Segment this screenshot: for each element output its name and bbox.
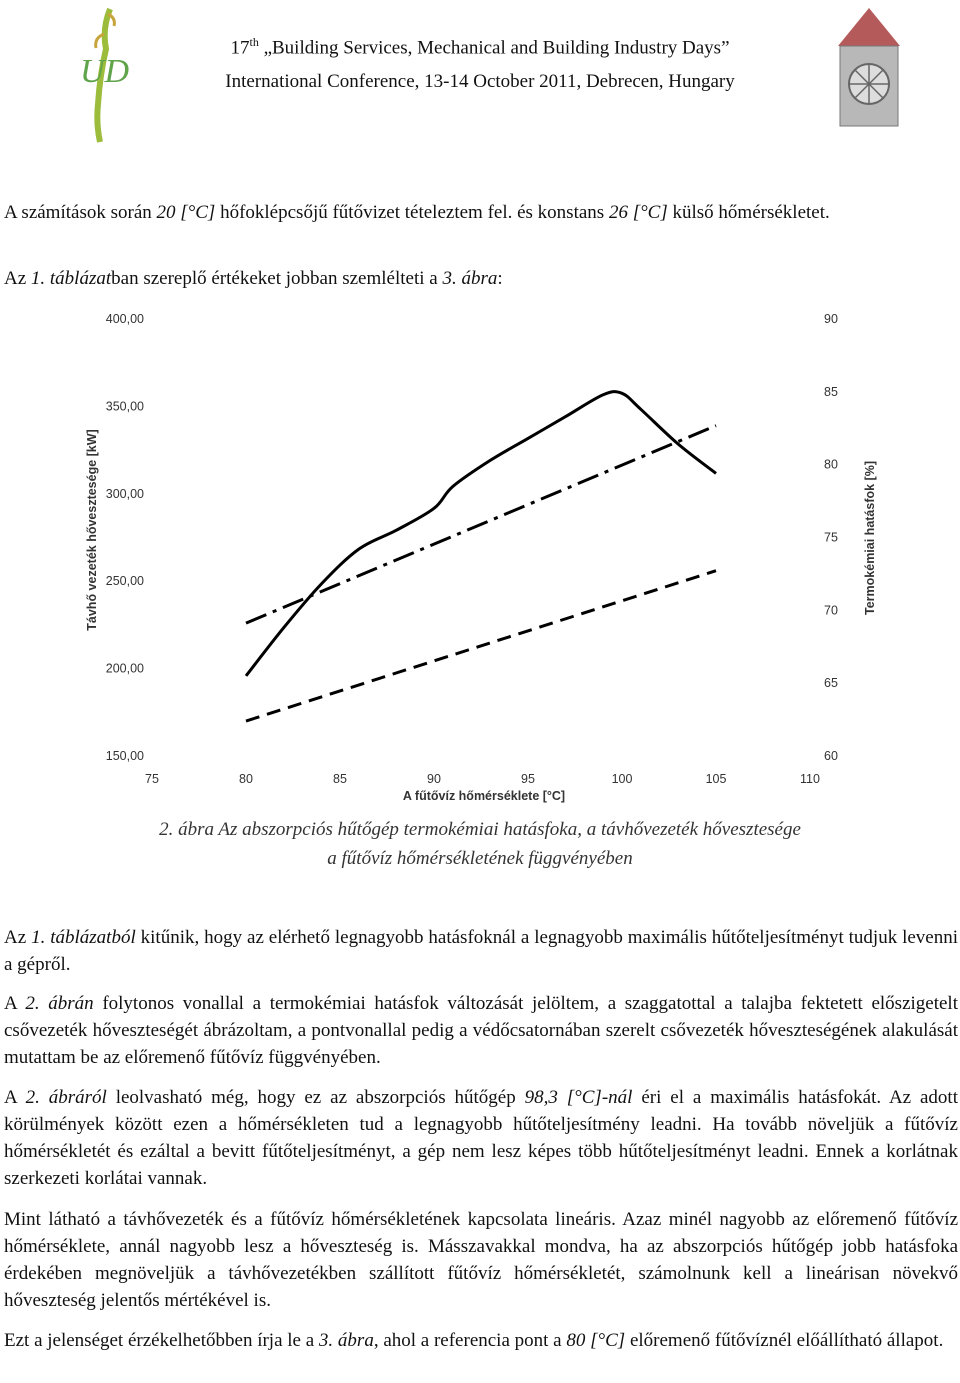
y2-tick-label: 60 [824, 749, 838, 763]
y-tick-label: 400,00 [105, 312, 144, 326]
y2-tick-label: 85 [824, 384, 838, 399]
y2-tick-label: 75 [824, 530, 838, 545]
y-tick-label: 250,00 [105, 574, 144, 589]
y-tick-label: 350,00 [105, 399, 144, 414]
paragraph-5: A 2. ábráról leolvasható még, hogy ez az abszorpciós hűtőgép 98,3 [°C]-nál éri el a maximális hatásfokát. Az adott körülmények között ezen a hőmérsékleten tud a legnagyobb hűtőteljesítmény leadni. Ha tovább növeljük a fűtővíz hőmérsékletét és ezáltal a bevitt fűtőteljesítményt, a gép nem lesz képes több hűtőteljesítményt leadni. Ennek a korlátnak szerkezeti korlátai vannak. [4, 1087, 958, 1189]
y-axis-label: Távhő vezeték hővesztesége [kW] [85, 429, 99, 631]
chart [76, 300, 877, 812]
y2-tick-label: 70 [824, 603, 838, 618]
y2-tick-label: 65 [824, 676, 838, 691]
y2-axis-label: Termokémiai hatásfok [%] [863, 461, 877, 615]
chart-series [246, 392, 716, 721]
x-tick-label: 90 [427, 772, 441, 786]
paragraph-7: Ezt a jelenséget érzékelhetőbben írja le a 3. ábra, ahol a referencia pont a 80 [°C] előremenő fűtővíznél előállítható állapot. [4, 1330, 944, 1351]
x-tick-label: 110 [800, 772, 820, 786]
y-tick-label: 300,00 [105, 486, 144, 501]
x-tick-label: 75 [145, 772, 159, 786]
header-subtitle: International Conference, 13-14 October 2011, Debrecen, Hungary [225, 71, 735, 92]
x-tick-label: 85 [333, 772, 347, 786]
y-tick-label: 200,00 [105, 661, 144, 676]
logo-left-text: UD [80, 53, 130, 90]
x-tick-label: 80 [239, 772, 253, 786]
paragraph-2: Az 1. táblázatban szereplő értékeket jobban szemlélteti a 3. ábra: [4, 268, 503, 289]
figure-caption-line-2: a fűtővíz hőmérsékletének függvényében [327, 848, 633, 869]
x-tick-label: 95 [521, 772, 535, 786]
logo-right [828, 6, 910, 128]
paragraph-3: Az 1. táblázatból kitűnik, hogy az elérhető legnagyobb hatásfoknál a legnagyobb maximális hűtőteljesítményt tudjuk levenni a gépről. [4, 927, 959, 975]
x-tick-label: 105 [705, 772, 727, 786]
figure-caption-line-1: 2. ábra Az abszorpciós hűtőgép termokémiai hatásfoka, a távhővezeték hővesztesége [159, 819, 801, 840]
paragraph-6: Mint látható a távhővezeték és a fűtővíz hőmérsékletének kapcsolata lineáris. Azaz minél nagyobb az előremenő fűtővíz hőmérséklete, annál nagyobb lesz a hőveszteség is. Másszavakkal mondva, ha az abszorpciós hűtőgép jobb hatásfoka érdekében megnöveljük a távhővezetékben szállított fűtővíz hőmérsékletét, számolnunk kell a lineárisan növekvő hőveszteség jelentős mértékével is. [4, 1209, 958, 1311]
header-title: 17th „Building Services, Mechanical and Building Industry Days” [230, 35, 730, 59]
paragraph-1: A számítások során 20 [°C] hőfoklépcsőjű fűtővizet tételeztem fel. és konstans 26 [°C] külső hőmérsékletet. [4, 202, 830, 223]
y2-tick-label: 80 [824, 457, 838, 472]
series-line-solid [246, 392, 716, 676]
x-axis-label: A fűtővíz hőmérséklete [°C] [402, 789, 566, 803]
chart-axes [106, 312, 838, 786]
y2-tick-label: 90 [824, 312, 838, 326]
y-tick-label: 150,00 [105, 749, 144, 763]
x-tick-label: 100 [611, 772, 633, 786]
paragraph-4: A 2. ábrán folytonos vonallal a termokémiai hatásfok változását jelöltem, a szaggatottal a talajba fektetett előszigetelt csővezeték hőveszteségét ábrázoltam, a pontvonallal pedig a védőcsatornában szerelt csővezeték hőveszteségének alakulását mutattam be az előremenő fűtővíz függvényében. [4, 993, 958, 1068]
series-line-dashed [246, 571, 716, 721]
